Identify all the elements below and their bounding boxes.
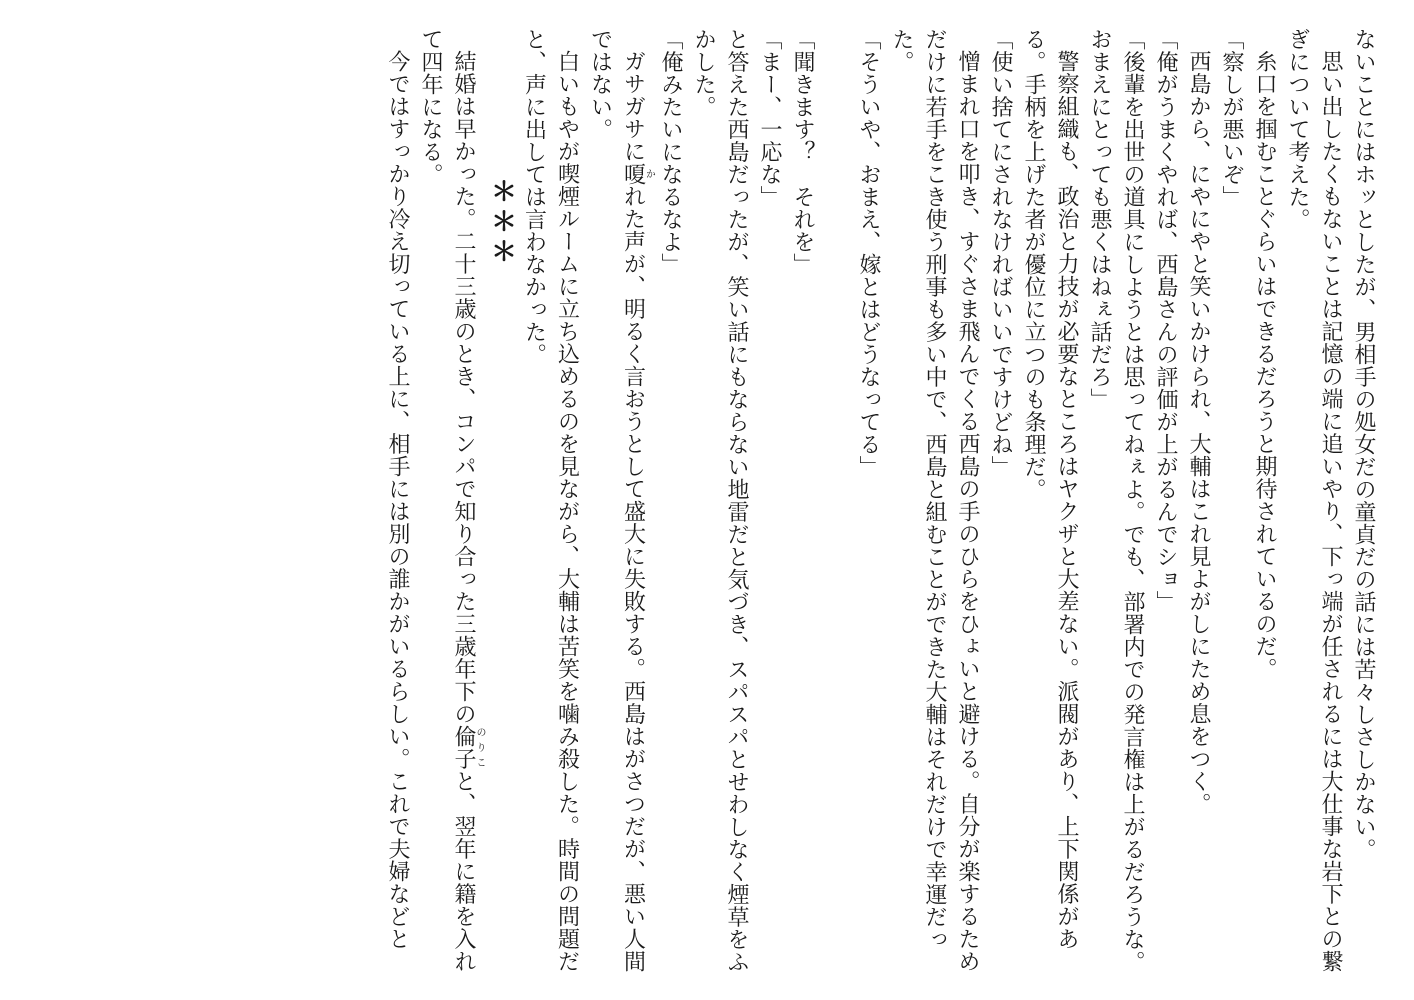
dialogue-line: 「察しが悪いぞ」 [1219,28,1244,208]
ruby-annotation [620,162,655,186]
paragraph: 憎まれ口を叩き、すぐさま飛んでくる西島の手のひらをひょいと避ける。自分が楽するためだけに若手をこき使う刑事も多い中で、西島と組むことができた大輔はそれだけで幸運だった。 [889,28,980,973]
paragraph: 糸口を掴むことぐらいはできるだろうと期待されているのだ。 [1252,50,1277,680]
paragraph: 今ではすっかり冷え切っている上に、相手には別の誰かがいるらしい。これで夫婦などと [385,50,410,950]
paragraph: 西島から、にやにやと笑いかけられ、大輔はこれ見よがしにため息をつく。 [1186,50,1211,815]
paragraph: ないことにはホッとしたが、男相手の処女だの童貞だの話には苦々しさしかない。 [1351,28,1376,861]
text-run: 結婚は早かった。二十三歳のとき、コンパで知り合った三歳年下の [451,50,476,725]
ruby-reading: か [643,162,655,185]
vertical-text-body [381,28,1380,978]
paragraph-with-ruby [584,28,655,978]
text-run: と、翌年に籍を入れて四年になる。 [418,28,476,973]
text-run: れた声が、明るく言おうとして盛大に失敗する。西島はがさつだが、悪い人間ではない。 [587,28,646,973]
paragraph: 白いもやが喫煙ルームに立ち込めるのを見ながら、大輔は苦笑を噛み殺した。時間の問題だと、声に出しては言わなかった。 [521,28,580,973]
blank-line [819,28,852,978]
dialogue-line: 「後輩を出世の道具にしようとは思ってねぇよ。でも、部署内での発言権は上がるだろうな。おまえにとっても悪くはねぇ話だろ」 [1087,28,1145,973]
dialogue-line: 「まー、一応な」 [757,28,782,208]
dialogue-line: 「聞きます？ それを」 [790,28,815,276]
dialogue-line: 「俺みたいになるなよ」 [658,28,683,276]
dialogue-line: 「俺がうまくやれば、西島さんの評価が上がるんでショ」 [1153,28,1178,613]
paragraph: 警察組織も、政治と力技が必要なところはヤクザと大差ない。派閥があり、上下関係がある。手柄を上げた者が優位に立つのも条理だ。 [1021,28,1079,950]
ruby-reading: のりこ [474,725,485,770]
dialogue-line: 「使い捨てにされなければいいですけどね」 [988,28,1013,478]
paragraph: と答えた西島だったが、笑い話にもならない地雷だと気づき、スパスパとせわしなく煙草をふかした。 [691,28,749,973]
ruby-annotation [451,725,485,770]
ruby-base: 倫子 [451,725,476,770]
text-run: ガサガサに [620,50,646,163]
ruby-base: 嗄 [620,162,646,185]
paragraph-with-ruby [414,28,485,978]
dialogue-line: 「そういや、おまえ、嫁とはどうなってる」 [856,28,881,478]
scene-separator: ＊＊＊ [486,178,517,268]
paragraph: 思い出したくもないことは記憶の端に追いやり、下っ端が任されるには大仕事な岩下との繋ぎについて考えた。 [1285,28,1343,973]
